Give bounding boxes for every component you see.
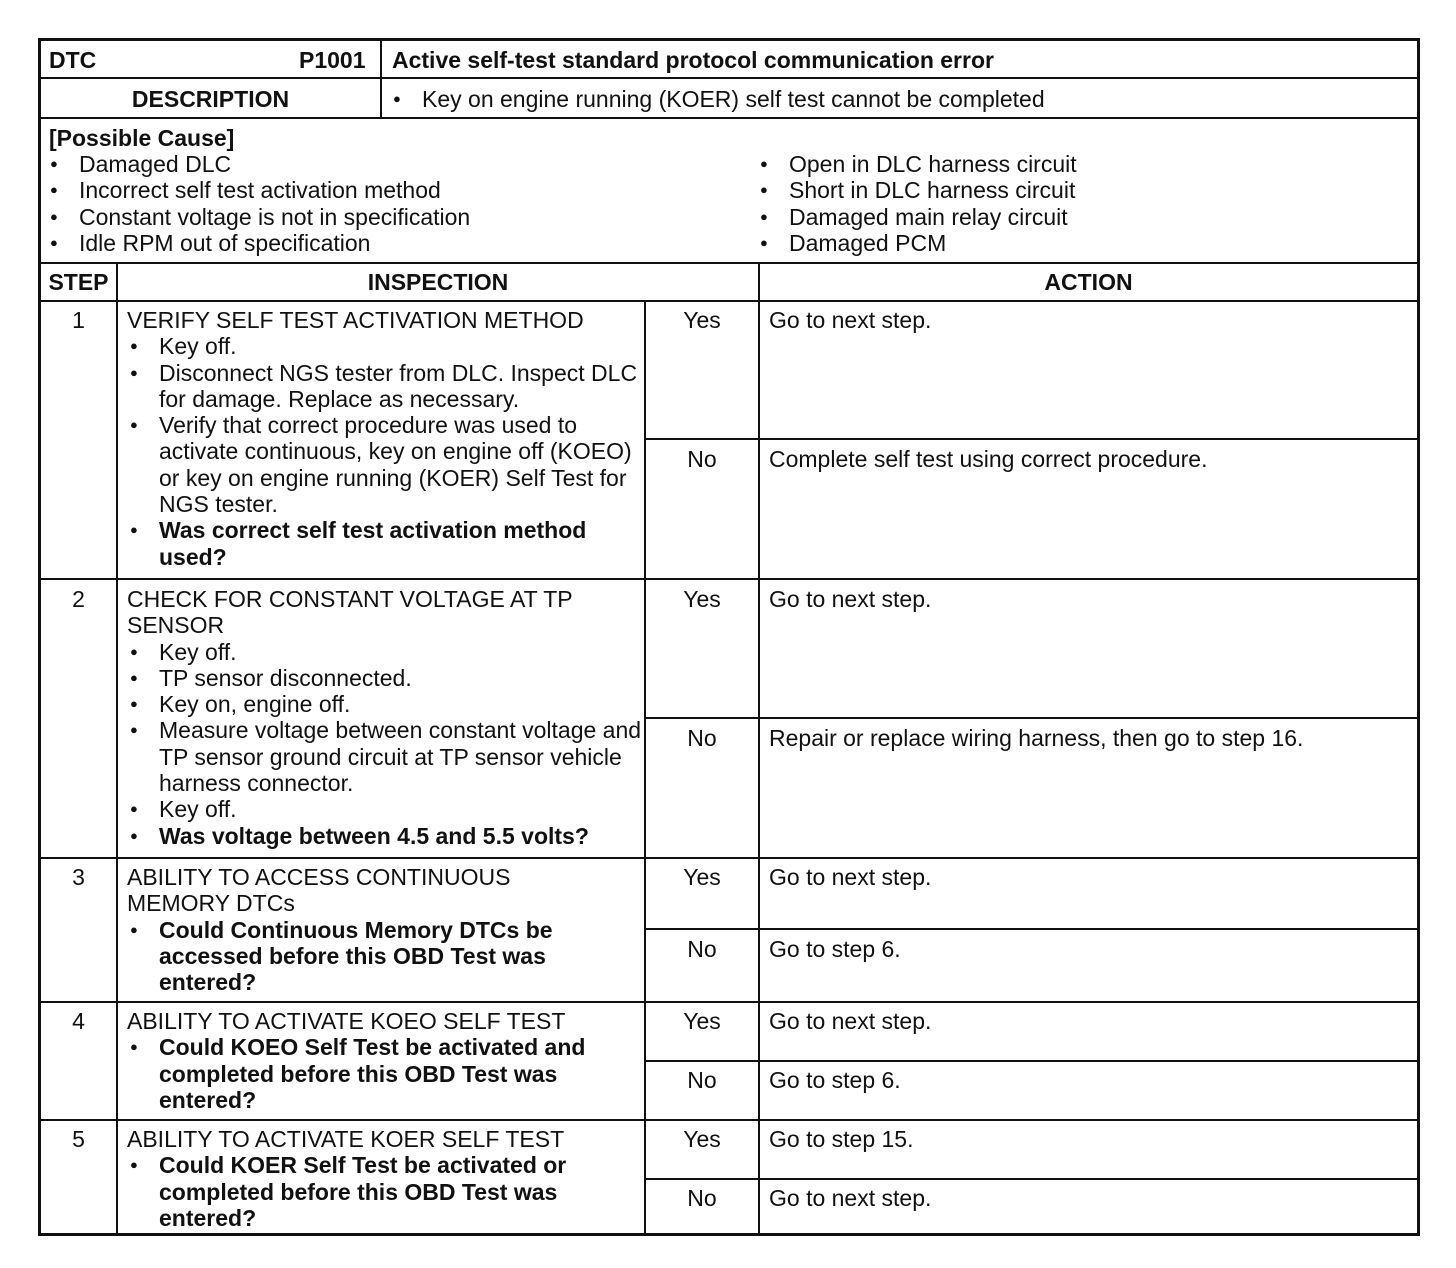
- description-bullet: ● Key on engine running (KOER) self test cannot be completed: [390, 86, 1045, 112]
- action-column-header: ACTION: [1044, 269, 1133, 295]
- cause-item: ● Damaged main relay circuit: [757, 204, 1077, 230]
- inspection-cell: [127, 864, 587, 995]
- step-column-header: STEP: [48, 269, 109, 295]
- step-procedure-list: [127, 917, 587, 996]
- yes-label: Yes: [683, 864, 721, 890]
- yes-action: Go to next step.: [769, 307, 932, 333]
- row-divider: [41, 117, 1417, 119]
- step-question: ● Was voltage between 4.5 and 5.5 volts?: [127, 823, 642, 849]
- yes-action: Go to step 15.: [769, 1126, 914, 1152]
- procedure-item: ● Key off.: [127, 796, 642, 822]
- row-divider: [41, 300, 1417, 302]
- step-procedure-list: [127, 333, 642, 570]
- yes-label: Yes: [683, 307, 721, 333]
- yes-action: Go to next step.: [769, 864, 932, 890]
- no-action: Go to step 6.: [769, 1067, 901, 1093]
- step-number: 4: [72, 1008, 85, 1034]
- row-divider: [41, 578, 1417, 580]
- step-number: 2: [72, 586, 85, 612]
- row-divider: [41, 1119, 1417, 1121]
- inspection-cell: [127, 1008, 607, 1113]
- procedure-item: ● Disconnect NGS tester from DLC. Inspect DLC for damage. Replace as necessary.: [127, 360, 642, 413]
- step-procedure-list: [127, 639, 642, 849]
- step-question: ● Could KOER Self Test be activated or completed before this OBD Test was entered?: [127, 1152, 607, 1231]
- diagnostic-table: [38, 38, 1420, 1236]
- yes-label: Yes: [683, 1126, 721, 1152]
- description-text: [390, 86, 1045, 112]
- possible-cause-right: [757, 151, 1077, 256]
- step-title: VERIFY SELF TEST ACTIVATION METHOD: [127, 307, 584, 333]
- cause-item: ● Damaged DLC: [47, 151, 470, 177]
- step-title: CHECK FOR CONSTANT VOLTAGE AT TP SENSOR: [127, 586, 573, 639]
- cause-item: ● Idle RPM out of specification: [47, 230, 470, 256]
- yes-action: Go to next step.: [769, 586, 932, 612]
- inspection-cell: [127, 307, 642, 570]
- dtc-code: P1001: [299, 47, 366, 73]
- step-question: ● Was correct self test activation method used?: [127, 517, 642, 570]
- row-divider: [41, 77, 1417, 79]
- procedure-item: ● Key on, engine off.: [127, 691, 642, 717]
- no-action: Go to next step.: [769, 1185, 932, 1211]
- inspection-column-header: INSPECTION: [367, 269, 509, 295]
- column-divider: [380, 41, 382, 117]
- no-label: No: [687, 1067, 717, 1093]
- no-action: Complete self test using correct procedure.: [769, 446, 1208, 472]
- procedure-item: ● Key off.: [127, 333, 642, 359]
- step-procedure-list: [127, 1152, 607, 1231]
- step-number: 1: [72, 307, 85, 333]
- description-label: DESCRIPTION: [131, 86, 290, 112]
- row-divider: [41, 1001, 1417, 1003]
- step-number: 3: [72, 864, 85, 890]
- inspection-cell: [127, 586, 642, 849]
- column-divider: [116, 262, 118, 1233]
- no-label: No: [687, 725, 717, 751]
- cause-item: ● Incorrect self test activation method: [47, 177, 470, 203]
- cause-item: ● Constant voltage is not in specification: [47, 204, 470, 230]
- row-divider: [41, 857, 1417, 859]
- no-label: No: [687, 1185, 717, 1211]
- yes-label: Yes: [683, 586, 721, 612]
- possible-cause-heading: [Possible Cause]: [49, 125, 235, 151]
- procedure-item: ● Key off.: [127, 639, 642, 665]
- yes-action: Go to next step.: [769, 1008, 932, 1034]
- procedure-item: ● TP sensor disconnected.: [127, 665, 642, 691]
- inspection-cell: [127, 1126, 607, 1231]
- cause-item: ● Short in DLC harness circuit: [757, 177, 1077, 203]
- cause-item: ● Damaged PCM: [757, 230, 1077, 256]
- step-question: ● Could Continuous Memory DTCs be accessed before this OBD Test was entered?: [127, 917, 587, 996]
- possible-cause-left: [47, 151, 470, 256]
- no-action: Go to step 6.: [769, 936, 901, 962]
- no-label: No: [687, 446, 717, 472]
- procedure-item: ● Verify that correct procedure was used to activate continuous, key on engine off (KOEO) or key on engine running (KOER) Self Test for NGS tester.: [127, 412, 642, 517]
- step-number: 5: [72, 1126, 85, 1152]
- step-title: ABILITY TO ACTIVATE KOER SELF TEST: [127, 1126, 565, 1152]
- step-title: ABILITY TO ACCESS CONTINUOUS MEMORY DTCs: [127, 864, 511, 917]
- dtc-title: Active self-test standard protocol communication error: [392, 47, 994, 73]
- cause-item: ● Open in DLC harness circuit: [757, 151, 1077, 177]
- procedure-item: ● Measure voltage between constant voltage and TP sensor ground circuit at TP sensor vehicle harness connector.: [127, 717, 642, 796]
- yes-label: Yes: [683, 1008, 721, 1034]
- no-action: Repair or replace wiring harness, then go to step 16.: [769, 725, 1304, 751]
- column-divider: [758, 262, 760, 1233]
- no-label: No: [687, 936, 717, 962]
- dtc-label: DTC: [49, 47, 97, 73]
- step-procedure-list: [127, 1034, 607, 1113]
- step-question: ● Could KOEO Self Test be activated and completed before this OBD Test was entered?: [127, 1034, 607, 1113]
- step-title: ABILITY TO ACTIVATE KOEO SELF TEST: [127, 1008, 566, 1034]
- row-divider: [41, 262, 1417, 264]
